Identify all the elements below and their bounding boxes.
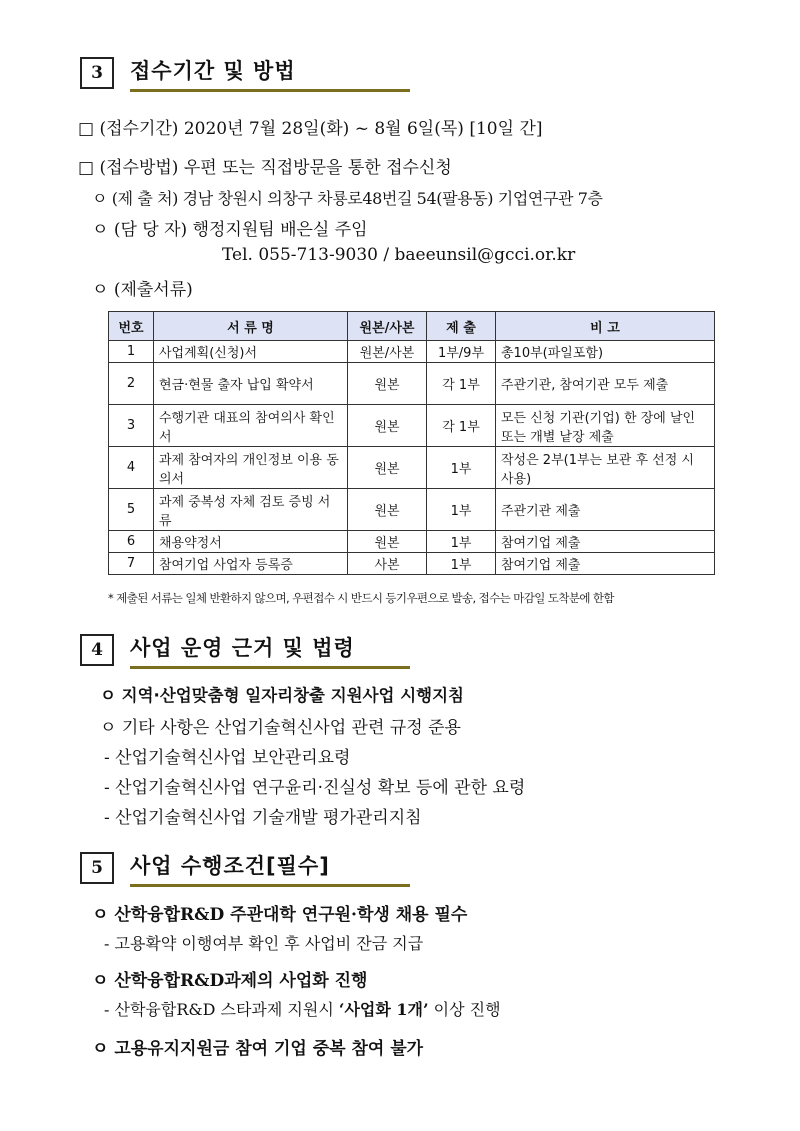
section-title: 사업 수행조건[필수] xyxy=(130,854,330,878)
cell-name: 수행기관 대표의 참여의사 확인서 xyxy=(154,405,348,447)
submission-period: □ (접수기간) 2020년 7월 28일(화) ~ 8월 6일(목) [10일 간] xyxy=(78,119,543,139)
section-title: 접수기간 및 방법 xyxy=(130,59,296,83)
cell-name: 과제 참여자의 개인정보 이용 동의서 xyxy=(154,447,348,489)
section-3-header xyxy=(80,55,410,91)
section-title: 사업 운영 근거 및 법령 xyxy=(130,636,355,660)
cell-name: 과제 중복성 자체 검토 증빙 서류 xyxy=(154,489,348,531)
section-number: 4 xyxy=(80,634,114,666)
submission-place: ㅇ (제 출 처) 경남 창원시 의창구 차룡로48번길 54(팔용동) 기업연구관 7층 xyxy=(92,189,603,208)
cell-count: 각 1부 xyxy=(427,363,496,405)
cell-note: 주관기관, 참여기관 모두 제출 xyxy=(496,363,715,405)
cell-no: 7 xyxy=(109,553,154,575)
law-item: ㅇ 지역·산업맞춤형 일자리창출 지원사업 시행지침 xyxy=(100,686,464,705)
cell-note: 참여기업 제출 xyxy=(496,553,715,575)
cell-count: 1부/9부 xyxy=(427,341,496,363)
cell-count: 각 1부 xyxy=(427,405,496,447)
cell-type: 원본 xyxy=(348,363,427,405)
section-number: 3 xyxy=(80,57,114,89)
condition-item: ㅇ 산학융합R&D과제의 사업화 진행 xyxy=(92,971,368,991)
condition-item: ㅇ 고용유지지원금 참여 기업 중복 참여 불가 xyxy=(92,1039,424,1059)
cell-no: 5 xyxy=(109,489,154,531)
table-row xyxy=(109,341,715,363)
col-header-no: 번호 xyxy=(109,312,154,341)
cell-type: 원본/사본 xyxy=(348,341,427,363)
table-row xyxy=(109,447,715,489)
section-4-header xyxy=(80,632,410,668)
cell-type: 사본 xyxy=(348,553,427,575)
section-5-header xyxy=(80,850,410,886)
section-underline xyxy=(130,666,410,669)
section-number: 5 xyxy=(80,852,114,884)
condition-subitem-text: - 산학융합R&D 스타과제 지원시 xyxy=(104,1000,339,1019)
cell-count: 1부 xyxy=(427,553,496,575)
law-item: ㅇ 기타 사항은 산업기술혁신사업 관련 규정 준용 xyxy=(100,718,461,738)
contact-person: ㅇ (담 당 자) 행정지원팀 배은실 주임 xyxy=(92,220,368,240)
cell-note: 총10부(파일포함) xyxy=(496,341,715,363)
cell-type: 원본 xyxy=(348,489,427,531)
cell-note: 모든 신청 기관(기업) 한 장에 날인 또는 개별 낱장 제출 xyxy=(496,405,715,447)
table-row xyxy=(109,531,715,553)
table-header-row xyxy=(109,312,715,341)
cell-no: 6 xyxy=(109,531,154,553)
contact-tel-email: Tel. 055-713-9030 / baeeunsil@gcci.or.kr xyxy=(222,245,576,265)
col-header-count: 제 출 xyxy=(427,312,496,341)
condition-subitem-emphasis: ‘사업화 1개’ xyxy=(338,1000,429,1019)
section-underline xyxy=(130,89,410,92)
condition-subitem xyxy=(104,997,501,1020)
law-subitem: - 산업기술혁신사업 기술개발 평가관리지침 xyxy=(104,808,422,828)
col-header-note: 비 고 xyxy=(496,312,715,341)
documents-label: ㅇ (제출서류) xyxy=(92,280,193,300)
cell-note: 주관기관 제출 xyxy=(496,489,715,531)
condition-item: ㅇ 산학융합R&D 주관대학 연구원·학생 채용 필수 xyxy=(92,905,468,925)
cell-no: 1 xyxy=(109,341,154,363)
cell-name: 참여기업 사업자 등록증 xyxy=(154,553,348,575)
cell-type: 원본 xyxy=(348,447,427,489)
law-subitem: - 산업기술혁신사업 연구윤리·진실성 확보 등에 관한 요령 xyxy=(104,778,526,798)
cell-type: 원본 xyxy=(348,531,427,553)
cell-no: 4 xyxy=(109,447,154,489)
table-row xyxy=(109,405,715,447)
documents-table xyxy=(108,311,715,575)
cell-count: 1부 xyxy=(427,489,496,531)
table-row xyxy=(109,553,715,575)
submission-method: □ (접수방법) 우편 또는 직접방문을 통한 접수신청 xyxy=(78,158,452,178)
cell-name: 사업계획(신청)서 xyxy=(154,341,348,363)
law-subitem: - 산업기술혁신사업 보안관리요령 xyxy=(104,748,351,768)
cell-no: 3 xyxy=(109,405,154,447)
col-header-name: 서 류 명 xyxy=(154,312,348,341)
cell-count: 1부 xyxy=(427,447,496,489)
cell-count: 1부 xyxy=(427,531,496,553)
col-header-type: 원본/사본 xyxy=(348,312,427,341)
cell-name: 채용약정서 xyxy=(154,531,348,553)
cell-name: 현금·현물 출자 납입 확약서 xyxy=(154,363,348,405)
cell-note: 참여기업 제출 xyxy=(496,531,715,553)
cell-no: 2 xyxy=(109,363,154,405)
table-row xyxy=(109,489,715,531)
cell-note: 작성은 2부(1부는 보관 후 선정 시 사용) xyxy=(496,447,715,489)
section-underline xyxy=(130,884,410,887)
condition-subitem: - 고용확약 이행여부 확인 후 사업비 잔금 지급 xyxy=(104,934,424,953)
table-row xyxy=(109,363,715,405)
condition-subitem-text-end: 이상 진행 xyxy=(428,1000,501,1019)
cell-type: 원본 xyxy=(348,405,427,447)
table-footnote: * 제출된 서류는 일체 반환하지 않으며, 우편접수 시 반드시 등기우편으로 발송, 접수는 마감일 도착분에 한함 xyxy=(108,591,614,605)
